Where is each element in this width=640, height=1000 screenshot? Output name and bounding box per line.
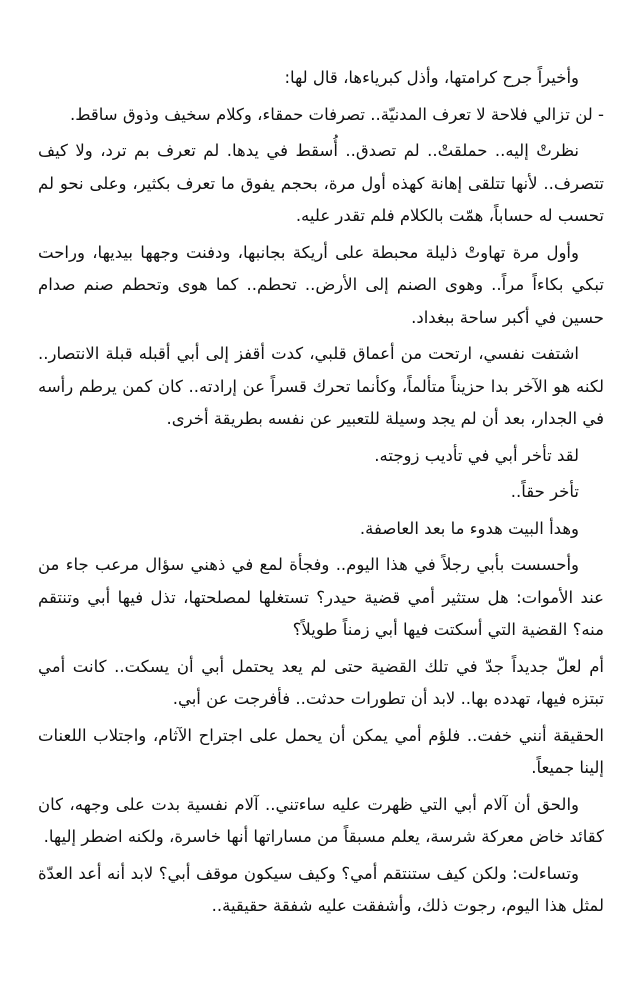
paragraph-2: - لن تزالي فلاحة لا تعرف المدنيّة.. تصرفات حمقاء، وكلام سخيف وذوق ساقط. bbox=[69, 104, 604, 124]
paragraph-8: وهدأ البيت هدوء ما بعد العاصفة. bbox=[359, 518, 579, 538]
paragraph-11: الحقيقة أنني خفت.. فلؤم أمي يمكن أن يحمل على اجتراح الآثام، واجتلاب اللعنات إلينا جميعاً. bbox=[38, 725, 604, 777]
paragraph-9: وأحسست بأبي رجلاً في هذا اليوم.. وفجأة لمع في ذهني سؤال مرعب جاء من عند الأموات: هل ستثير أمي قضية حيدر؟ تستغلها لمصلحتها، تذل فيها أبي وتنتقم منه؟ القضية التي أسكتت فيها أبي زمناً طويلاً؟ bbox=[38, 555, 604, 639]
paragraph-4: وأول مرة تهاوتْ ذليلة محبطة على أريكة بجانبها، ودفنت وجهها بيديها، وراحت تبكي بكاءاً مراً.. وهوى الصنم إلى الأرض.. تحطم.. كما هوى وتحطم صنم صدام حسين في أكبر ساحة ببغداد. bbox=[38, 242, 604, 327]
paragraph-5: اشتفت نفسي، ارتحت من أعماق قلبي، كدت أقفز إلى أبي أقبله قبلة الانتصار.. لكنه هو الآخر بدا حزيناً متألماً، وكأنما تحرك قسراً عن إرادته.. كان كمن يرطم رأسه في الجدار، بعد أن لم يجد وسيلة للتعبير عن نفسه بطريقة أخرى. bbox=[38, 344, 604, 428]
paragraph-1: وأخيراً جرح كرامتها، وأذل كبرياءها، قال لها: bbox=[284, 68, 579, 87]
paragraph-10: أم لعلّ جديداً جدّ في تلك القضية حتى لم يعد يحتمل أبي أن يسكت.. كانت أمي تبتزه فيها، تهدده بها.. لابد أن تطورات حدثت.. فأفرجت عن أبي. bbox=[38, 656, 604, 708]
paragraph-12: والحق أن آلام أبي التي ظهرت عليه ساءتني.. آلام نفسية بدت على وجهه، كان كقائد خاض معركة شرسة، يعلم مسبقاً من مساراتها أنها خاسرة، ولكنه اضطر إليها. bbox=[38, 794, 604, 846]
paragraph-6: لقد تأخر أبي في تأديب زوجته. bbox=[374, 445, 579, 465]
paragraph-13: وتساءلت: ولكن كيف ستنتقم أمي؟ وكيف سيكون موقف أبي؟ لابد أنه أعد العدّة لمثل هذا اليوم، رجوت ذلك، وأشفقت عليه شفقة حقيقية.. bbox=[38, 863, 604, 915]
document-page bbox=[38, 62, 604, 927]
paragraph-7: تأخر حقاً.. bbox=[510, 482, 579, 501]
paragraph-3: نظرتْ إليه.. حملقتْ.. لم تصدق.. أُسقط في يدها. لم تعرف بم ترد، ولا كيف تتصرف.. لأنها تتلقى إهانة كهذه أول مرة، بحجم يفوق ما تعرف بكثير، وعلى نحو لم تحسب له حساباً، همّت بالكلام فلم تقدر عليه. bbox=[38, 141, 604, 225]
